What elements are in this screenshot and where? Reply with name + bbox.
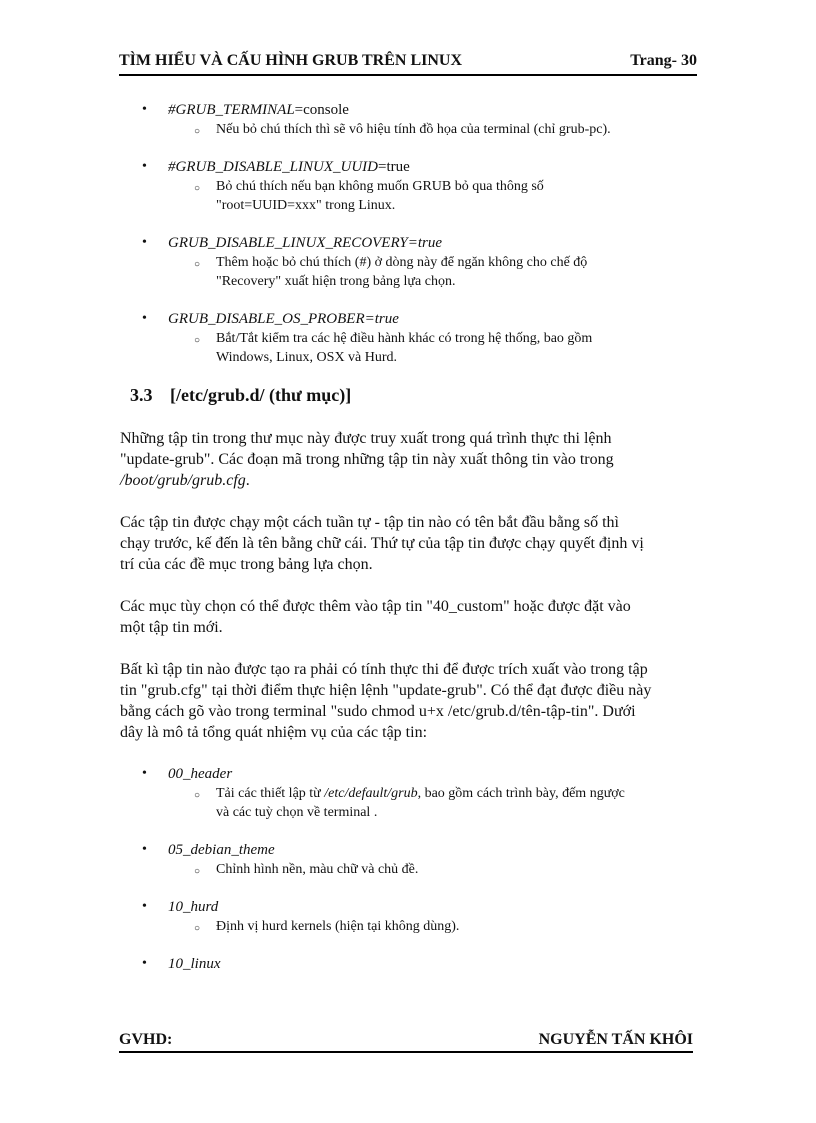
option-description: ○ Nếu bỏ chú thích thì sẽ vô hiệu tính đồ họa của terminal (chỉ grub-pc).: [168, 120, 700, 139]
option-key: #GRUB_TERMINAL=console: [168, 102, 349, 118]
circle-bullet-icon: ○: [194, 126, 201, 137]
bullet-icon: •: [142, 102, 147, 117]
option-key: #GRUB_DISABLE_LINUX_UUID=true: [168, 159, 410, 175]
page-number: Trang- 30: [630, 52, 697, 69]
circle-bullet-icon: ○: [194, 790, 201, 801]
bullet-icon: •: [142, 235, 147, 250]
list-item: [120, 233, 700, 291]
option-description: ○ Bỏ chú thích nếu bạn không muốn GRUB bỏ qua thông số "root=UUID=xxx" trong Linux.: [194, 179, 544, 213]
file-name: 10_linux: [168, 956, 221, 972]
file-name: 00_header: [168, 766, 233, 782]
list-item: [120, 897, 700, 936]
option-description: ○ Thêm hoặc bỏ chú thích (#) ở dòng này để ngăn không cho chế độ "Recovery" xuất hiện trong bảng lựa chọn.: [194, 255, 588, 289]
file-list: [120, 764, 700, 974]
option-description: ○ Bắt/Tắt kiểm tra các hệ điều hành khác có trong hệ thống, bao gồm Windows, Linux, OSX và Hurd.: [194, 331, 593, 365]
list-item: [120, 309, 700, 367]
bullet-icon: •: [142, 311, 147, 326]
bullet-icon: •: [142, 842, 147, 857]
circle-bullet-icon: ○: [194, 259, 201, 270]
list-item: [120, 840, 700, 879]
bullet-icon: •: [142, 766, 147, 781]
paragraph: Các mục tùy chọn có thể được thêm vào tập tin "40_custom" hoặc được đặt vào một tập tin mới.: [120, 598, 631, 636]
paragraph: Những tập tin trong thư mục này được truy xuất trong quá trình thực thi lệnh "update-grub". Các đoạn mã trong những tập tin này xuất thông tin vào trong /boot/grub/grub.cfg.: [120, 430, 614, 489]
file-description: ○ Chỉnh hình nền, màu chữ và chủ đề.: [168, 860, 700, 879]
list-item: [120, 954, 700, 974]
paragraph: Các tập tin được chạy một cách tuần tự - tập tin nào có tên bắt đầu bằng số thì chạy trước, kế đến là tên bằng chữ cái. Thứ tự của tập tin được chạy quyết định vị trí của các đề mục trong bảng lựa chọn.: [120, 514, 644, 573]
bullet-icon: •: [142, 956, 147, 971]
list-item: [120, 157, 700, 215]
footer-author: NGUYỄN TẤN KHÔI: [538, 1031, 693, 1048]
bullet-icon: •: [142, 159, 147, 174]
file-name: 10_hurd: [168, 899, 219, 915]
list-item: [120, 100, 700, 139]
document-title: TÌM HIỂU VÀ CẤU HÌNH GRUB TRÊN LINUX: [119, 52, 463, 69]
option-key: GRUB_DISABLE_LINUX_RECOVERY=true: [168, 235, 442, 251]
page-footer: [119, 1031, 693, 1053]
page-content: [120, 100, 700, 992]
section-number: 3.3: [130, 385, 153, 405]
circle-bullet-icon: ○: [194, 923, 201, 934]
file-description: ○ Định vị hurd kernels (hiện tại không dùng).: [168, 917, 700, 936]
section-title: [/etc/grub.d/ (thư mục)]: [170, 385, 352, 405]
option-list-top: [120, 100, 700, 367]
file-name: 05_debian_theme: [168, 842, 275, 858]
list-item: [120, 764, 700, 822]
section-heading: [130, 385, 700, 406]
option-key: GRUB_DISABLE_OS_PROBER=true: [168, 311, 399, 327]
footer-supervisor: GVHD:: [119, 1031, 173, 1048]
circle-bullet-icon: ○: [194, 866, 201, 877]
paragraph: Bất kì tập tin nào được tạo ra phải có tính thực thi để được trích xuất vào trong tập tin "grub.cfg" tại thời điểm thực hiện lệnh "update-grub". Có thể đạt được điều này bằng cách gõ vào trong terminal "sudo chmod u+x /etc/grub.d/tên-tập-tin". Dưới dây là mô tả tổng quát nhiệm vụ của các tập tin:: [120, 661, 652, 741]
file-description: ○ Tải các thiết lập từ /etc/default/grub, bao gồm cách trình bày, đếm ngược và các tuỳ chọn về terminal .: [194, 786, 625, 820]
bullet-icon: •: [142, 899, 147, 914]
circle-bullet-icon: ○: [194, 335, 201, 346]
page-header: [119, 52, 697, 76]
circle-bullet-icon: ○: [194, 183, 201, 194]
